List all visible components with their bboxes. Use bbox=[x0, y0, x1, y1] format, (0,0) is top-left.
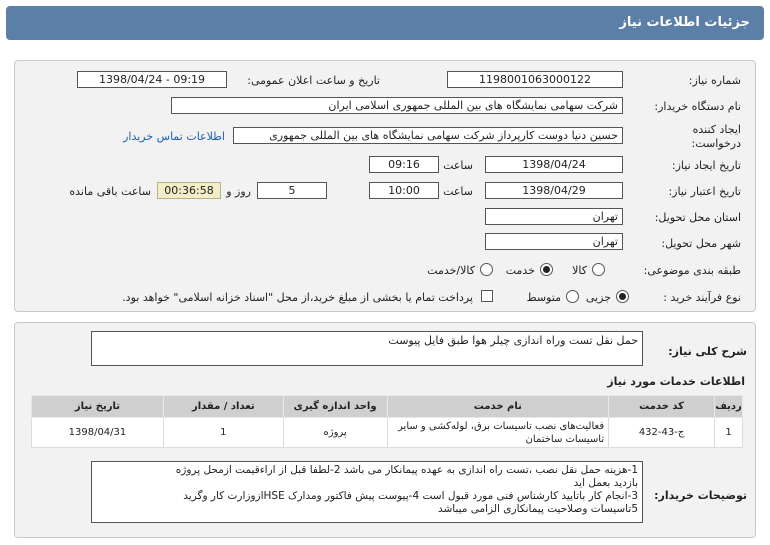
validity-time-label: ساعت bbox=[443, 185, 473, 198]
category-goods-radio[interactable] bbox=[592, 263, 605, 276]
validity-date-field: 1398/04/29 bbox=[485, 182, 623, 199]
treasury-payment-checkbox[interactable] bbox=[481, 290, 493, 302]
remaining-time-field: 00:36:58 bbox=[157, 182, 221, 199]
remaining-time-label: ساعت باقی مانده bbox=[69, 185, 151, 198]
created-time-field: 09:16 bbox=[369, 156, 439, 173]
process-medium-label: متوسط bbox=[526, 291, 561, 304]
province-label: استان محل تحویل: bbox=[654, 211, 741, 224]
col-unit: واحد اندازه گیری bbox=[283, 396, 387, 418]
city-label: شهر محل تحویل: bbox=[661, 237, 741, 250]
validity-time-field: 10:00 bbox=[369, 182, 439, 199]
buyer-notes-line-1: 1-هزینه حمل نقل نصب ،تست راه اندازی به عهده پیمانکار می باشد 2-لطفا قبل از اراءقیمت ازمحل پروژه bbox=[175, 464, 638, 476]
col-date: تاریخ نیاز bbox=[32, 396, 164, 418]
buyer-notes-label: توضیحات خریدار: bbox=[654, 489, 747, 502]
col-name: نام خدمت bbox=[387, 396, 609, 418]
buyer-notes-line-4: 5تاسیسات وصلاحیت پیمانکاری الزامی میباشد bbox=[437, 503, 638, 515]
cell-unit: پروژه bbox=[283, 418, 387, 448]
category-goods-service-radio[interactable] bbox=[480, 263, 493, 276]
buyer-notes-field bbox=[91, 461, 643, 523]
cell-name-line2: تاسیسات ساختمان bbox=[525, 433, 605, 445]
buyer-org-field: شرکت سهامی نمایشگاه های بین المللی جمهوری اسلامی ایران bbox=[171, 97, 623, 114]
created-date-field: 1398/04/24 bbox=[485, 156, 623, 173]
process-medium-radio[interactable] bbox=[566, 290, 579, 303]
col-code: کد خدمت bbox=[609, 396, 715, 418]
cell-code: ج-43-432 bbox=[609, 418, 715, 448]
category-service-radio[interactable] bbox=[540, 263, 553, 276]
days-label: روز و bbox=[226, 185, 251, 198]
treasury-payment-note: پرداخت تمام یا بخشی از مبلغ خرید،از محل "اسناد خزانه اسلامی" خواهد بود. bbox=[122, 291, 473, 304]
need-number-field: 1198001063000122 bbox=[447, 71, 623, 88]
cell-name-line1: فعالیت‌های نصب تاسیسات برق، لوله‌کشی و سایر bbox=[398, 420, 605, 432]
validity-days-field: 5 bbox=[257, 182, 327, 199]
category-service-label: خدمت bbox=[505, 264, 535, 277]
announce-datetime-field: 1398/04/24 - 09:19 bbox=[77, 71, 227, 88]
category-label: طبقه بندی موضوعی: bbox=[643, 264, 741, 277]
buyer-notes-line-2: بازدید بعمل اید bbox=[573, 477, 638, 489]
announce-datetime-label: تاریخ و ساعت اعلان عمومی: bbox=[247, 74, 380, 87]
process-minor-label: جزیی bbox=[585, 291, 611, 304]
col-qty: تعداد / مقدار bbox=[163, 396, 283, 418]
process-minor-radio[interactable] bbox=[616, 290, 629, 303]
cell-date: 1398/04/31 bbox=[32, 418, 164, 448]
general-description-field: حمل نقل تست وراه اندازی چیلر هوا طبق فایل پیوست bbox=[91, 331, 643, 366]
buyer-notes-line-3: 3-انجام کار باتایید کارشناس فنی مورد قبول است 4-پیوست پیش فاکتور ومدارک HSEازوزارت کار وگرید bbox=[183, 490, 638, 502]
cell-name bbox=[387, 418, 609, 448]
category-goods-label: کالا bbox=[572, 264, 587, 277]
services-panel bbox=[14, 322, 756, 538]
need-number-label: شماره نیاز: bbox=[688, 74, 741, 87]
process-label: نوع فرآیند خرید : bbox=[663, 291, 741, 304]
requester-field: حسین دنیا دوست کارپرداز شرکت سهامی نمایشگاه های بین المللی جمهوری bbox=[233, 127, 623, 144]
province-field: تهران bbox=[485, 208, 623, 225]
cell-qty: 1 bbox=[163, 418, 283, 448]
created-time-label: ساعت bbox=[443, 159, 473, 172]
col-row: ردیف bbox=[715, 396, 743, 418]
created-date-label: تاریخ ایجاد نیاز: bbox=[671, 159, 741, 172]
buyer-contact-link[interactable]: اطلاعات تماس خریدار bbox=[123, 130, 225, 143]
table-row bbox=[32, 418, 743, 448]
requester-label-2: درخواست: bbox=[691, 137, 741, 150]
validity-date-label: تاریخ اعتبار نیاز: bbox=[668, 185, 741, 198]
services-table-header bbox=[32, 396, 743, 418]
buyer-org-label: نام دستگاه خریدار: bbox=[654, 100, 741, 113]
page-header bbox=[6, 6, 764, 40]
services-table bbox=[31, 395, 743, 448]
city-field: تهران bbox=[485, 233, 623, 250]
page-title: جزئیات اطلاعات نیاز bbox=[619, 15, 750, 30]
requester-label-1: ایجاد کننده bbox=[692, 123, 741, 136]
category-goods-service-label: کالا/خدمت bbox=[427, 264, 475, 277]
cell-row: 1 bbox=[715, 418, 743, 448]
general-description-label: شرح کلی نیاز: bbox=[668, 345, 747, 358]
services-section-title: اطلاعات خدمات مورد نیاز bbox=[607, 375, 745, 388]
need-info-panel bbox=[14, 60, 756, 312]
